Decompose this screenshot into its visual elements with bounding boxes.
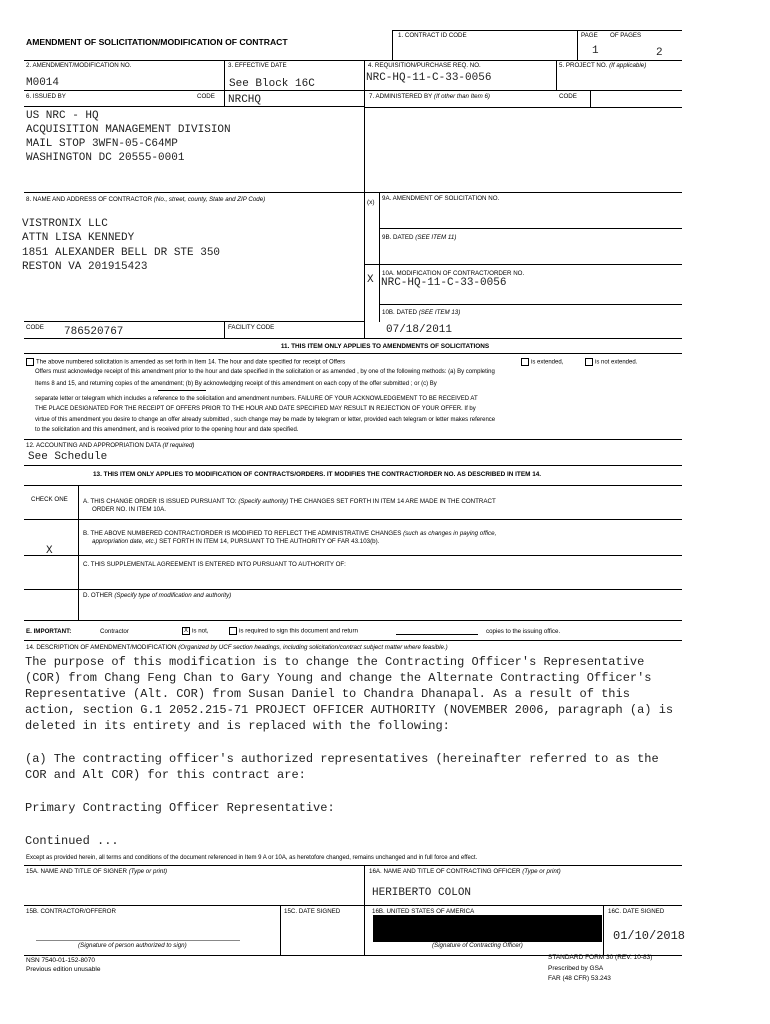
rule bbox=[78, 485, 79, 620]
box16c-label: 16C. DATE SIGNED bbox=[608, 908, 665, 915]
facility-code-label: FACILITY CODE bbox=[228, 324, 275, 331]
box2-label: 2. AMENDMENT/MODIFICATION NO. bbox=[26, 62, 132, 69]
rule bbox=[24, 485, 682, 486]
box15b-label: 15B. CONTRACTOR/OFFEROR bbox=[26, 908, 116, 915]
rule bbox=[379, 304, 682, 305]
rule bbox=[280, 905, 281, 955]
description-line: COR and Alt COR) for this contract are: bbox=[25, 768, 306, 782]
box10a-label: 10A. MODIFICATION OF CONTRACT/ORDER NO. bbox=[382, 270, 525, 277]
item-e-label: E. IMPORTANT: bbox=[26, 628, 72, 635]
pages-total: 2 bbox=[656, 47, 663, 59]
description-line: action, section G.1 2052.215-71 PROJECT OFFICER AUTHORITY (NOVEMBER 2006, paragraph (a) is bbox=[25, 703, 674, 717]
item13d-line: D. OTHER (Specify type of modification and authority) bbox=[83, 592, 232, 599]
rule bbox=[24, 106, 364, 107]
box9a-label: 9A. AMENDMENT OF SOLICITATION NO. bbox=[382, 195, 500, 202]
is-required-checkbox[interactable] bbox=[229, 627, 237, 635]
description-line: Continued ... bbox=[25, 834, 119, 848]
description-line: deleted in its entirety and is replaced with the following: bbox=[25, 719, 450, 733]
box3-label: 3. EFFECTIVE DATE bbox=[228, 62, 287, 69]
item11-extended: is extended, bbox=[521, 358, 563, 367]
box15c-label: 15C. DATE SIGNED bbox=[284, 908, 341, 915]
of-pages-label: OF PAGES bbox=[610, 32, 642, 39]
check-one-label: CHECK ONE bbox=[31, 496, 68, 503]
item13b-line2: appropriation date, etc.) SET FORTH IN ITEM 14, PURSUANT TO THE AUTHORITY OF FAR 43.103(b). bbox=[92, 538, 380, 545]
address-line: US NRC - HQ bbox=[26, 110, 99, 122]
item12-label: 12. ACCOUNTING AND APPROPRIATION DATA (If required) bbox=[26, 442, 195, 449]
box1-label: 1. CONTRACT ID CODE bbox=[398, 32, 467, 39]
rule bbox=[364, 107, 682, 108]
item13b-line1: B. THE ABOVE NUMBERED CONTRACT/ORDER IS MODIFIED TO REFLECT THE ADMINISTRATIVE CHANGES (such as changes in paying office, bbox=[83, 530, 497, 537]
box16b-label: 16B. UNITED STATES OF AMERICA bbox=[372, 908, 475, 915]
description-line: (a) The contracting officer's authorized representatives (hereinafter referred to as the bbox=[25, 752, 659, 766]
rule bbox=[24, 353, 682, 354]
rule bbox=[24, 321, 364, 322]
box6-code: NRCHQ bbox=[228, 94, 262, 106]
form-title: AMENDMENT OF SOLICITATION/MODIFICATION OF CONTRACT bbox=[26, 37, 288, 47]
address-line: VISTRONIX LLC bbox=[22, 218, 108, 230]
paragraph-line: separate letter or telegram which includes a reference to the solicitation and amendment numbers. FAILURE OF YOUR ACKNOWLEDGEMENT TO BE RECEIVED AT bbox=[35, 396, 478, 402]
is-not-checkbox[interactable]: X bbox=[183, 628, 188, 634]
item12-value: See Schedule bbox=[28, 451, 108, 463]
box16a-value: HERIBERTO COLON bbox=[372, 887, 472, 899]
box10a-mark: X bbox=[367, 274, 374, 286]
item-e-contractor: Contractor bbox=[100, 628, 129, 635]
box16c-value: 01/10/2018 bbox=[613, 929, 686, 943]
rule bbox=[24, 865, 682, 866]
rule bbox=[590, 90, 591, 107]
page-label: PAGE bbox=[581, 32, 598, 39]
page-number: 1 bbox=[592, 45, 599, 57]
box6-code-label: CODE bbox=[197, 93, 215, 100]
paragraph-line: Items 8 and 15, and returning copies of the amendment; (b) By acknowledging receipt of this amendment on each copy of the offer submitted ; or (c) By bbox=[35, 381, 437, 387]
paragraph-line: THE PLACE DESIGNATED FOR THE RECEIPT OF OFFERS PRIOR TO THE HOUR AND DATE SPECIFIED MAY RESULT IN REJECTION OF YOUR OFFER. If by bbox=[35, 406, 476, 412]
rule bbox=[24, 465, 682, 466]
rule bbox=[24, 60, 682, 61]
rule bbox=[379, 228, 682, 229]
redacted-signature bbox=[373, 915, 602, 942]
description-line: Representative (Alt. COR) from Susan Daniel to Chandra Dhanapal. As a result of this bbox=[25, 687, 630, 701]
address-line: ATTN LISA KENNEDY bbox=[22, 232, 135, 244]
contractor-code-label: CODE bbox=[26, 324, 44, 331]
address-line: WASHINGTON DC 20555-0001 bbox=[26, 152, 185, 164]
rule bbox=[24, 192, 682, 193]
sig-contractor-note: (Signature of person authorized to sign) bbox=[78, 942, 187, 949]
rule bbox=[577, 30, 578, 60]
box3-value: See Block 16C bbox=[229, 78, 315, 90]
box9b-label: 9B. DATED (SEE ITEM 11) bbox=[382, 234, 457, 241]
rule bbox=[364, 264, 682, 265]
box4-label: 4. REQUISITION/PURCHASE REQ. NO. bbox=[368, 62, 481, 69]
rule bbox=[24, 555, 682, 556]
address-line: MAIL STOP 3WFN-05-C64MP bbox=[26, 138, 178, 150]
box5-label: 5. PROJECT NO. (If applicable) bbox=[559, 62, 647, 69]
extended-checkbox[interactable] bbox=[521, 358, 529, 366]
box10b-label: 10B. DATED (SEE ITEM 13) bbox=[382, 309, 461, 316]
rule bbox=[392, 30, 393, 60]
box10a-value: NRC-HQ-11-C-33-0056 bbox=[381, 277, 507, 289]
rule bbox=[24, 439, 682, 440]
footer-nsn: NSN 7540-01-152-8070 bbox=[26, 957, 96, 964]
box2-value: M0014 bbox=[26, 77, 60, 89]
address-line: ACQUISITION MANAGEMENT DIVISION bbox=[26, 124, 231, 136]
item11-not-extended: is not extended. bbox=[585, 358, 637, 367]
item13a-line2: ORDER NO. IN ITEM 10A. bbox=[92, 506, 166, 513]
rule bbox=[603, 905, 604, 955]
signature-line bbox=[36, 940, 240, 941]
rule bbox=[556, 60, 557, 90]
contractor-code: 786520767 bbox=[64, 326, 124, 338]
footer-std3: FAR (48 CFR) 53.243 bbox=[548, 975, 611, 982]
rule bbox=[24, 338, 682, 339]
item11-line1: The above numbered solicitation is amended as set forth in Item 14. The hour and date specified for receipt of Offers bbox=[26, 358, 345, 367]
footer-previous: Previous edition unusable bbox=[26, 966, 101, 973]
address-line: 1851 ALEXANDER BELL DR STE 350 bbox=[22, 247, 221, 259]
item13-header: 13. THIS ITEM ONLY APPLIES TO MODIFICATION OF CONTRACTS/ORDERS. IT MODIFIES THE CONTRACT/ORDER NO. AS DESCRIBED IN ITEM 14. bbox=[93, 471, 542, 478]
box15a-label: 15A. NAME AND TITLE OF SIGNER (Type or print) bbox=[26, 868, 168, 875]
item13a-line1: A. THIS CHANGE ORDER IS ISSUED PURSUANT TO: (Specify authority) THE CHANGES SET FORTH IN ITEM 14 ARE MADE IN THE CONTRACT bbox=[83, 498, 496, 505]
box4-value: NRC-HQ-11-C-33-0056 bbox=[366, 72, 492, 84]
item13b-mark: X bbox=[46, 545, 53, 557]
item14-label: 14. DESCRIPTION OF AMENDMENT/MODIFICATION (Organized by UCF section headings, including solicitation/contract subject matter where feasible.) bbox=[26, 644, 448, 651]
except-line: Except as provided herein, all terms and conditions of the document referenced in Item 9 A or 10A, as heretofore changed, remains unchanged and in full force and effect. bbox=[26, 855, 478, 861]
item-e-is-not: X is not, bbox=[183, 627, 209, 635]
sig-officer-note: (Signature of Contracting Officer) bbox=[432, 942, 523, 949]
rule bbox=[224, 321, 225, 338]
rule bbox=[392, 30, 682, 31]
description-line: Primary Contracting Officer Representative: bbox=[25, 801, 335, 815]
not-extended-checkbox[interactable] bbox=[585, 358, 593, 366]
paragraph-line: to the solicitation and this amendment, and is received prior to the opening hour and date specified. bbox=[35, 427, 299, 433]
copies-blank bbox=[396, 634, 478, 635]
box7-label: 7. ADMINISTERED BY (If other than Item 6) bbox=[369, 93, 490, 100]
rule bbox=[379, 192, 380, 322]
box7-code-label: CODE bbox=[559, 93, 577, 100]
box10b-value: 07/18/2011 bbox=[386, 324, 453, 336]
copies-blank bbox=[158, 390, 206, 391]
footer-std2: Prescribed by GSA bbox=[548, 965, 604, 972]
rule bbox=[24, 620, 682, 621]
item11-checkbox[interactable] bbox=[26, 358, 34, 366]
paragraph-line: Offers must acknowledge receipt of this amendment prior to the hour and date specified in the solicitation or as amended , by one of the following methods: (a) By completing bbox=[35, 369, 495, 375]
rule bbox=[364, 60, 365, 338]
description-line: The purpose of this modification is to change the Contracting Officer's Representative bbox=[25, 655, 645, 669]
item13c-line: C. THIS SUPPLEMENTAL AGREEMENT IS ENTERED INTO PURSUANT TO AUTHORITY OF: bbox=[83, 561, 346, 568]
rule bbox=[24, 90, 682, 91]
x-header: (x) bbox=[367, 199, 375, 206]
footer-std1: STANDARD FORM 30 (REV. 10-83) bbox=[548, 954, 653, 961]
box16a-label: 16A. NAME AND TITLE OF CONTRACTING OFFICER (Type or print) bbox=[369, 868, 561, 875]
rule bbox=[224, 60, 225, 106]
rule bbox=[24, 589, 682, 590]
item11-header: 11. THIS ITEM ONLY APPLIES TO AMENDMENTS OF SOLICITATIONS bbox=[280, 343, 490, 350]
item-e-is-required: is required to sign this document and return bbox=[229, 627, 358, 635]
address-line: RESTON VA 201915423 bbox=[22, 261, 148, 273]
paragraph-line: virtue of this amendment you desire to change an offer already submitted , such change may be made by telegram or letter, provided each telegram or letter makes reference bbox=[35, 417, 496, 423]
item-e-copies: copies to the issuing office. bbox=[486, 628, 561, 635]
rule bbox=[24, 640, 682, 641]
box8-label: 8. NAME AND ADDRESS OF CONTRACTOR (No., street, county, State and ZIP Code) bbox=[26, 196, 266, 203]
rule bbox=[24, 519, 682, 520]
rule bbox=[364, 865, 365, 955]
rule bbox=[24, 905, 682, 906]
box6-label: 6. ISSUED BY bbox=[26, 93, 66, 100]
description-line: (COR) from Chang Feng Chan to Gary Young and change the Alternate Contracting Officer's bbox=[25, 671, 652, 685]
